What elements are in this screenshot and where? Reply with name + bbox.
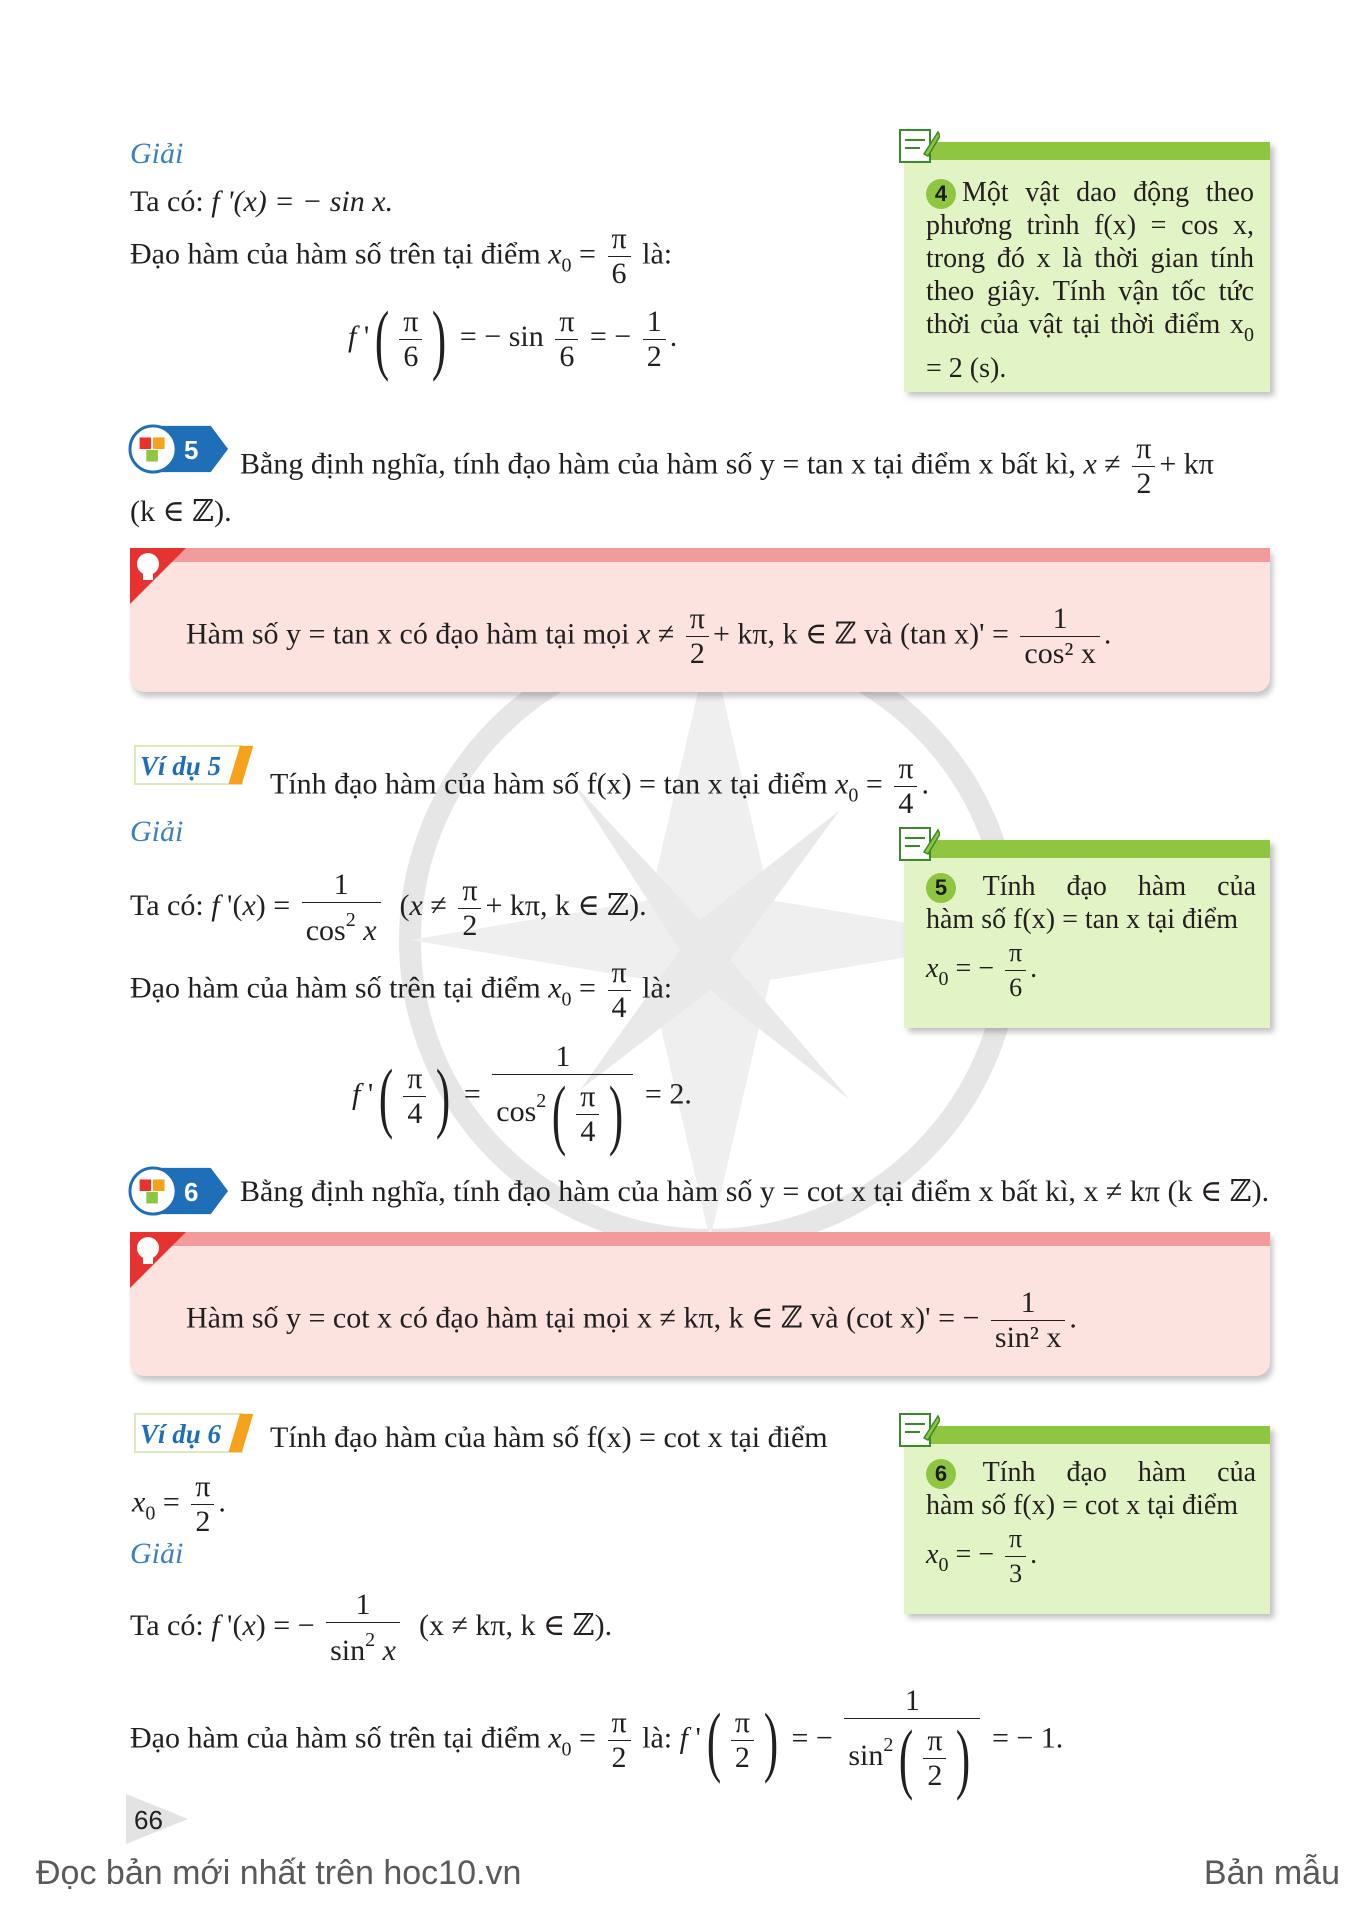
ex6-result-end: = − 1. (991, 1721, 1064, 1755)
practice-box-5 (904, 840, 1270, 1028)
example-6-label: Ví dụ 6 (140, 1419, 222, 1449)
practice-4-text: 4 Một vật dao động theo phương trình f(x) = cos x, trong đó x là thời gian tính theo giây. Tính vận tốc tức thời của vật tại thời điểm $x_0 = 2$ (s). (926, 177, 1254, 384)
bulb-icon (130, 548, 170, 588)
half-num: 1 (646, 304, 662, 338)
pencil-icon-6 (896, 1408, 940, 1452)
practice-6-line1: Tính đạo hàm của (982, 1457, 1256, 1488)
practice-box-6 (904, 1426, 1270, 1614)
theorem-6-body: Hàm số y = cot x có đạo hàm tại mọi x ≠ kπ, k ∈ ℤ và (cot x)' = − (186, 1301, 980, 1335)
activity-5-body: Bằng định nghĩa, tính đạo hàm của hàm số y = tan x tại điểm x bất kì, (240, 447, 1076, 481)
theorem-5-den: cos² x (1020, 636, 1099, 671)
footer-link[interactable]: Đọc bản mới nhất trên hoc10.vn (36, 1854, 522, 1892)
half-den: 2 (643, 339, 666, 374)
point-text: Đạo hàm của hàm số trên tại điểm (130, 237, 541, 271)
example-5-label: Ví dụ 5 (140, 751, 222, 781)
label-ta-co: Ta có: (130, 185, 204, 218)
practice-box-4 (904, 142, 1270, 392)
example-5-text: Tính đạo hàm của hàm số f(x) = tan x tại điểm $x_0$ = $\frac{\pi}{4}$ . (270, 752, 929, 820)
ex5-result-end: = 2. (644, 1077, 692, 1111)
practice-5-line2: hàm số f(x) = tan x tại điểm (926, 904, 1239, 935)
practice-5-text: 5 Tính đạo hàm của hàm số f(x) = tan x tại điểm $x_0$ = − $\frac{\pi}{6}$ . (926, 870, 1256, 1005)
solution-heading-6: Giải (130, 1537, 184, 1570)
activity-5-text: Bằng định nghĩa, tính đạo hàm của hàm số y = tan x tại điểm x bất kì, x ≠ $\frac{\pi}{2}$ + kπ (240, 432, 1214, 500)
page-number: 66 (134, 1805, 163, 1835)
ex6-point-text: Đạo hàm của hàm số trên tại điểm (130, 1721, 541, 1755)
pencil-icon-5 (896, 822, 940, 866)
bulb-icon-6 (130, 1232, 170, 1272)
block1-result: f '( $\frac{\pi}{6}$ ) = − sin $\frac{\pi}{6}$ = − $\frac{1}{2}$ . (348, 295, 678, 382)
block1-line2: Đạo hàm của hàm số trên tại điểm $x_0$ = $\frac{\pi}{6}$ là: (130, 222, 673, 290)
practice-4-number: 4 (926, 179, 956, 209)
activity-6-number: 6 (184, 1177, 199, 1207)
example-5-result: f '( $\frac{\pi}{4}$ ) = 1 $\cos^2$( $\frac{\pi}{4}$ ) = 2. (352, 1040, 692, 1157)
theorem-6-text: Hàm số y = cot x có đạo hàm tại mọi x ≠ kπ, k ∈ ℤ và (cot x)' = − $\frac{1}{\text{sin² x}}$ . (186, 1286, 1077, 1354)
example-5-line2: Đạo hàm của hàm số trên tại điểm $x_0$ = $\frac{\pi}{4}$ là: (130, 956, 673, 1024)
example-6-line2: Đạo hàm của hàm số trên tại điểm $x_0$ = $\frac{\pi}{2}$ là: f '( $\frac{\pi}{2}$ ) = − 1 $\sin^2$( $\frac{\pi}{2}$ ) = − 1. (130, 1684, 1064, 1801)
practice-4-body: Một vật dao động theo phương trình f(x) = cos x, trong đó x là thời gian tính theo giây. Tính vận tốc tức thời của vật tại thời điểm x (926, 177, 1254, 340)
activity-5-cond: + kπ (1159, 447, 1214, 481)
ex5-point-text: Đạo hàm của hàm số trên tại điểm (130, 971, 541, 1005)
practice-4-tail: = 2 (s). (926, 353, 1007, 384)
la-text: là: (642, 237, 673, 271)
practice-6-text: 6 Tính đạo hàm của hàm số f(x) = cot x tại điểm $x_0$ = − $\frac{\pi}{3}$ . (926, 1456, 1256, 1591)
theorem-5-text: Hàm số y = tan x có đạo hàm tại mọi x ≠ $\frac{\pi}{2}$ + kπ, k ∈ ℤ và (tan x)' = $\frac{1}{\text{cos² x}}$ . (186, 602, 1112, 670)
practice-5-number: 5 (926, 873, 956, 903)
ex6-ta-co: Ta có: (130, 1608, 204, 1642)
result-mid: = − sin (459, 319, 544, 353)
practice-5-line1: Tính đạo hàm của (982, 871, 1256, 902)
ex6-cond: (x ≠ kπ, k ∈ ℤ). (418, 1608, 613, 1642)
ex5-cond: + kπ, k ∈ ℤ). (485, 888, 647, 922)
example-5-body: Tính đạo hàm của hàm số f(x) = tan x tại điểm (270, 767, 828, 801)
theorem-5-mid: + kπ, k ∈ ℤ và (tan x)' = (712, 617, 1009, 651)
theorem-6-den: sin² x (991, 1320, 1066, 1355)
example-6-text: Tính đạo hàm của hàm số f(x) = cot x tại điểm (270, 1421, 828, 1454)
pencil-icon (896, 124, 940, 168)
activity-5-line2: (k ∈ ℤ). (130, 495, 232, 528)
solution-heading-5: Giải (130, 815, 184, 848)
ex6-la: là: (642, 1721, 673, 1755)
solution-heading: Giải (130, 137, 184, 170)
example-5-line1: Ta có: f '(x) = $\frac{1}{\cos^2 x}$ (x ≠ $\frac{\pi}{2}$ + kπ, k ∈ ℤ). (130, 868, 647, 947)
activity-badge-6 (126, 1166, 232, 1216)
theorem-5-body: Hàm số y = tan x có đạo hàm tại mọi (186, 617, 630, 651)
activity-badge-5 (126, 424, 232, 474)
footer-sample-label: Bản mẫu (1203, 1854, 1340, 1892)
practice-6-line2: hàm số f(x) = cot x tại điểm (926, 1490, 1239, 1521)
block1-line1 (130, 184, 393, 220)
activity-5-number: 5 (184, 435, 199, 465)
practice-6-number: 6 (926, 1459, 956, 1489)
result-end: = − (589, 319, 632, 353)
ex5-ta-co: Ta có: (130, 888, 204, 922)
activity-6-text: Bằng định nghĩa, tính đạo hàm của hàm số y = cot x tại điểm x bất kì, x ≠ kπ (k ∈ ℤ). (240, 1175, 1270, 1208)
derivative-expr: f '(x) = − sin x. (211, 185, 394, 218)
ex5-la: là: (642, 971, 673, 1005)
example-6-point: $x_0$ = $\frac{\pi}{2}$ . (132, 1470, 226, 1538)
example-6-line1: Ta có: f '(x) = − $\frac{1}{\sin^2 x}$ (x ≠ kπ, k ∈ ℤ). (130, 1588, 613, 1667)
